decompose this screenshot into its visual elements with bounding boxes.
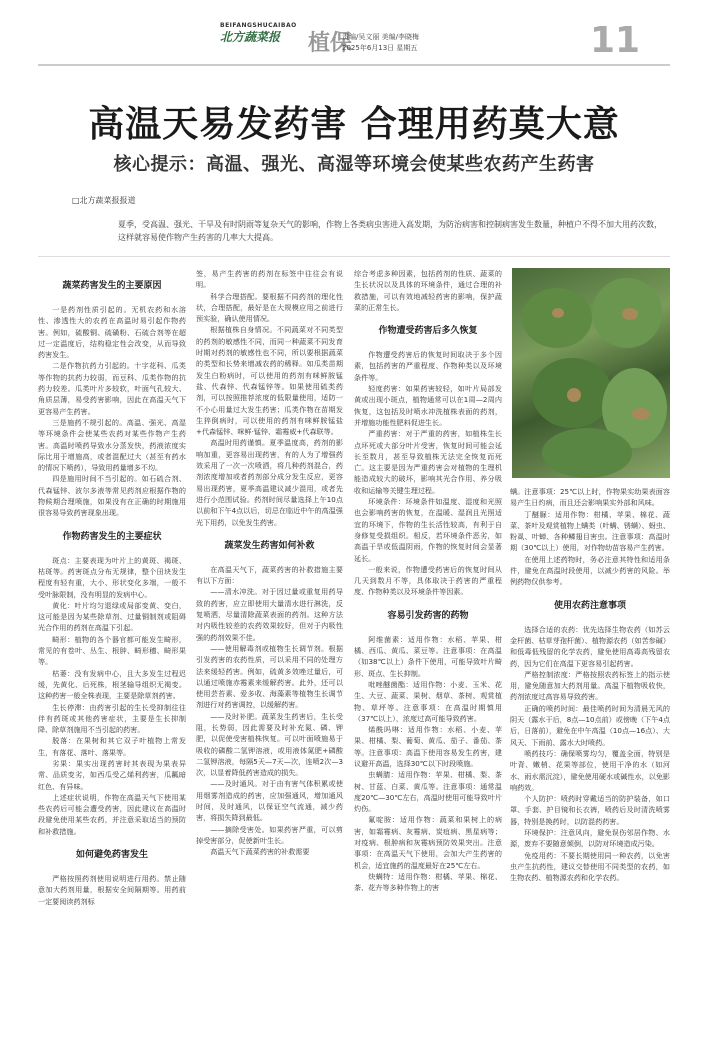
paragraph: 生长停滞：由药害引起的生长受抑制往往伴有药斑或其他药害症状，主要是生长抑制降、除草剂施用不当引起的药害。 <box>38 702 186 735</box>
paragraph: ——及时通风。对于由有害气体积累或使用烟雾剂造成的药害，应加强通风，增加通风时间，及时通风，以保证空气流通，减少药害，将损失降到最低。 <box>196 779 343 823</box>
paragraph: 畸形：植物的各个器官都可能发生畸形，常见的有卷叶、丛生、根肿、畸形穗、畸形果等。 <box>38 634 186 667</box>
paragraph: 喷药技巧：确保喷雾均匀，覆盖全面，特别是叶背、嫩梢、花果等部位，使用干净的水（如河水、雨水需沉淀），避免使用硬水或碱性水，以免影响药效。 <box>510 748 670 792</box>
subheadline: 核心提示：高温、强光、高湿等环境会使某些农药产生药害 <box>113 154 595 175</box>
paragraph: 一是药剂性质引起的。无机农药和水溶性、渗透性大的农药在高温时易引起作物药害。例如，硫酸铜、硫磺粉、石硫合剂等在超过一定温度后，结构稳定性会改变，从而导致药害发生。 <box>38 305 186 360</box>
paragraph: 吡唑醚菌酯：适用作物：小麦、玉米、花生、大豆、蔬菜、果树、烟草、茶树、观赏植物、草坪等。注意事项：在高温时期慎用（37℃以上），浓度过高可能导致药害。 <box>354 679 502 723</box>
paragraph: 三是施药不规引起的。高温、强光、高湿等环境条件会使某些农药对某些作物产生药害。高温时喷药导致水分蒸发快，药液浓度实际比用于增施高，或者混配过大（甚至有药水的情况下喷药），导致用药量增多不均。 <box>38 417 186 473</box>
section-heading: 容易引发药害的药物 <box>387 610 469 621</box>
photo-spot <box>632 408 650 420</box>
lead-divider <box>38 256 670 257</box>
editor-info <box>342 32 419 54</box>
paragraph: 脱落：在果树和其它双子叶植物上常发生，有落花、落叶、落果等。 <box>38 736 186 757</box>
paragraph: 科学合理搭配。要根据不同药剂的理化性状，合理搭配，最好是在大规模应用之前进行预实验，确认使用情况。 <box>196 291 343 324</box>
paragraph: ——使用解毒剂或植物生长调节剂。根据引发药害的农药性质，可以采用不同的处理方法来缓轻药害。例如，硫黄多效唑过量后，可以通过喷施赤霉素来缓解药害。此外，还可以使用芸苔素、爱多收、海藻素等植物生长调节剂进行对药害调控，以缓解药害。 <box>196 643 343 710</box>
page-number: 11 <box>590 20 641 61</box>
paragraph: ——清水冲洗。对于因过量或重复用药导致的药害，应立即使用大量清水进行淋洗，反复喷洒，尽量清除蔬菜表面的药剂。这种方法对内吸性较差的农药效果较好，但对于内吸性强的药剂效果不佳。 <box>196 587 343 642</box>
logo-pinyin: BEIFANGSHUCAIBAO <box>220 22 297 29</box>
article-column-4 <box>510 486 670 1064</box>
paragraph: 严重药害：对于严重的药害，如植株生长点坏死或大部分叶片受害，恢复时间可能会延长至数月，甚至导致植株无法完全恢复而死亡。这主要是因为严重药害会对植物的生理机能造成较大的破坏，影响其光合作用、养分吸收和运输等关键生理过程。 <box>354 429 502 495</box>
date-line: 2025年6月13日 星期五 <box>342 44 418 52</box>
paragraph: ——摘除受害处。如果药害严重，可以剪掉受害部分，促使新叶生长。 <box>196 824 343 845</box>
paragraph: 高温时用药谨慎。夏季温度高，药剂的影响加重，更容易出现药害，有的人为了增强药效采用了一次一次喷洒，将几种药剂混合，药剂浓度增加或者药剂部分成分发生反应，更容易出现药害，夏季高温建议减少混用，或者先进行小范围试验。药剂时间尽量选择上午10点以前和下午4点以后，切忌在临近中午的高温强光下用药，以免发生药害。 <box>196 438 343 527</box>
headline: 高温天易发药害 合理用药莫大意 <box>88 104 620 145</box>
paragraph: 严格按照药剂使用说明进行用药。禁止随意加大药剂用量，根据安全间隔期等。用药前一定要阅读药剂标 <box>38 874 186 906</box>
section-name: 植保 <box>308 31 353 56</box>
photo-leaf <box>522 288 592 348</box>
paragraph: 根据植株自身情况。不同蔬菜对不同类型的药剂的敏感性不同，而同一种蔬菜不同发育时期对药剂的敏感性也不同，所以要根据蔬菜的类型和长势来增减农药的稀释。如瓜类苗期发生白粉病时，可以使用的药剂有咪鲜胺锰盐、代森锌、代森锰锌等。如果使用硫类药剂，可以按照推荐浓度的低限量使用，适防一不小心用量过大发生药害；瓜类作物在苗期发生猝倒病时，可以使用的药剂有咪鲜胺锰盐+代森锰锌、咪鲜·锰锌、霜霉威+代森联等。 <box>196 325 343 437</box>
article-column-3 <box>354 268 502 1064</box>
paragraph: 高温天气下蔬菜药害的补救需要 <box>210 847 310 857</box>
paragraph: 烯酰吗啉：适用作物：水稻、小麦、苹果、柑橘、梨、葡萄、黄瓜、茄子、番茄、茶等。注意事项：高温下使用容易发生药害，建议避开高温，选择30℃以下时段喷施。 <box>354 725 502 768</box>
paragraph: 螨。注意事项：25℃以上时，作物果实幼果表面容易产生日灼病，而且还会影响果实外部和风味。 <box>510 487 670 508</box>
paragraph: 选择合适的农药：优先选择生物农药（如苏云金杆菌、枯草芽孢杆菌）、植物源农药（如苦参碱）和低毒低残留的化学农药，避免使用高毒高残留农药，因为它们在高温下更容易引起药害。 <box>510 624 670 668</box>
masthead-rule <box>38 64 670 66</box>
article-column-1 <box>38 268 186 1064</box>
paragraph: 阿维菌素：适用作物：水稻、苹果、柑橘、西瓜、黄瓜、菜豆等。注意事项：在高温（如38℃以上）条件下使用，可能导致叶片畸形、斑点、生长抑制。 <box>354 634 502 678</box>
photo-spot <box>552 308 564 318</box>
paragraph: 轻度药害：如果药害较轻，如叶片局部发黄或出现小斑点，植物通常可以在1周—2周内恢复，这包括及时喷水冲洗植株表面的药剂，并增施功能性肥料促进生长。 <box>354 384 502 427</box>
lead-paragraph: 夏季，受高温、强光、干旱及有时阴雨等复杂天气的影响，作物上各类病虫害进入高发期，为防治病害和控制病害发生数量，种植户不得不加大用药次数，这样就容易使作物产生药害的几率大大提高。 <box>118 220 662 242</box>
paragraph: 环境条件：环境条件如温度、湿度和光照也会影响药害的恢复，在温暖、湿润且光照适宜的环境下，作物的生长活性较高，有利于自身修复受损组织。相反，若环境条件恶劣，如高温干旱或低温阴雨，作物的恢复时间会显著延长。 <box>354 497 502 563</box>
paragraph: 作物遭受药害后的恢复时间取决于多个因素，包括药害的严重程度、作物种类以及环境条件等。 <box>354 350 502 382</box>
section-heading: 作物遭受药害后多久恢复 <box>378 326 478 337</box>
section-heading: 如何避免药害发生 <box>75 850 148 861</box>
newspaper-logo <box>220 22 310 60</box>
editor-line: 责编/吴文丽 美编/李晓梅 <box>342 33 419 41</box>
section-heading: 蔬菜药害发生的主要原因 <box>62 281 162 291</box>
paragraph: 个人防护：喷药时穿戴适当的防护装备，如口罩、手套、护目镜和长衣裤，喷药后及时清洗喷雾器，特别是换药时，以防混药药害。 <box>510 794 670 826</box>
paragraph: 枯萎：没有发病中心，且大多发生过程迟缓，先黄化、后死株，根茎输导组织无褐变。这种药害一般全株表现，主要是除草剂药害。 <box>38 668 186 701</box>
paragraph: 在使用上述药物时，务必注意其特性和适用条件，避免在高温时段使用，以减少药害的风险。举例药物仅供参考。 <box>510 554 670 587</box>
paragraph: 劣果：果实出现药害时其表现为果表异常、品质变劣，如西瓜受乙烯利药害，瓜瓤暗红色、有异味。 <box>38 758 186 791</box>
paragraph: 环境保护：注意风向，避免误伤邻居作物、水源，废弃不要随意倾倒，以防对环境造成污染。 <box>510 828 670 849</box>
paragraph: 氟啶胺：适用作物：蔬菜和果树上的病害，如霜霉病、灰霉病、炭疽病、黑星病等；对疫病、根肿病和灰霉病预防效果突出。注意事项：在高温天气下使用，会加大产生药害的机会，适宜施药的温度最好在25℃左右。 <box>354 815 502 870</box>
section-heading: 蔬菜发生药害如何补救 <box>224 540 315 551</box>
section-heading: 作物药害发生的主要症状 <box>62 531 162 542</box>
crop-damage-photo <box>512 268 670 478</box>
byline: □北方蔬菜报报道 <box>72 196 136 205</box>
masthead <box>0 0 708 70</box>
paragraph: ——及时补肥。蔬菜发生药害后，生长受阻，长势弱，因此需要及时补充氮、磷、钾肥，以促使受害植株恢复。可以叶面喷施易于吸收的磷酸二氢钾溶液，或用液体氮肥+磷酸二氢钾溶液，每隔5天—7天—次，连喷2次—3次，以显着降低药害造成的损失。 <box>196 711 343 778</box>
paragraph: 正确的喷药时间：最佳喷药时间为清晨无风的阴天（露水干后，8点—10点前）或傍晚（下午4点后，日落前），避免在中午高温（10点—16点）、大风天、下雨前、露水大时喷药。 <box>510 703 670 747</box>
paragraph: 黄化：叶片均匀退绿或局部变黄、变白，这可能是因为某些除草剂、过量铜制剂或阻碍光合作用的药剂在高温下引起。 <box>38 600 186 633</box>
paragraph: 严格控制浓度：严格按照农药标签上的指示使用，避免随意加大药剂用量。高温下植物吸收快，药剂浓度过高容易导致药害。 <box>510 669 670 702</box>
paragraph: 丁醚脲：适用作物：柑橘、苹果、棉花、蔬菜、茶叶及观赏植物上螨类（叶螨、锈螨）、蚜虫、粉虱、叶蝉、各种鳞翅目害虫。注意事项：高温时期（30℃以上）使用，对作物幼苗容易产生药害。 <box>510 509 670 553</box>
paragraph: 四是施用时间不当引起的。如石硫合剂、代森锰锌、波尔多液等常见药剂应根据作物的物候期合理喷施，如果没有在正确的时期施用很容易导致药害现象出现。 <box>38 474 186 518</box>
paragraph: 综合考虑多种因素，包括药剂的性质、蔬菜的生长状况以及具体的环境条件，通过合理的补救措施，可以有效地减轻药害的影响，保护蔬菜的正常生长。 <box>354 269 502 312</box>
logo-text: 北方蔬菜报 <box>220 30 281 44</box>
paragraph: 签，易产生药害的药剂在标签中往往会有说明。 <box>196 269 343 290</box>
paragraph: 一般来说，作物遭受药害后的恢复时间从几天到数月不等，具体取决于药害的严重程度、作物种类以及环境条件等因素。 <box>354 564 502 597</box>
paragraph: 免疫用药：不要长期使用同一种农药，以免害虫产生抗药性，建议交替使用不同类型的农药，如生物农药、植物源农药和化学农药。 <box>510 850 670 883</box>
photo-leaf <box>542 428 632 478</box>
photo-spot <box>567 388 581 402</box>
paragraph: 在高温天气下，蔬菜药害的补救措施主要有以下方面： <box>196 564 343 586</box>
section-heading: 使用农药注意事项 <box>553 600 626 611</box>
article-column-2 <box>196 268 343 1064</box>
paragraph: 二是作物抗药力引起的。十字花科、瓜类等作物的抗药力较弱，而豆科、瓜类作物的抗药力较差。瓜类叶片多较软，叶面气孔较大、角质层薄，易受药害影响，因此在高温天气下更容易产生药害。 <box>38 361 186 416</box>
paragraph: 上述症状说明，作物在高温天气下使用某些农药后可能会遭受药害，因此建议在高温时段避免使用某些农药，并注意采取适当的预防和补救措施。 <box>38 792 186 836</box>
photo-spot <box>622 308 638 320</box>
paragraph: 斑点：主要表现为叶片上的黄斑、褐斑、枯斑等。药害斑点分布无规律，整个田块发生程度有轻有重，大小、形状变化多端，一般不受叶脉限制，没有明显的发病中心。 <box>38 555 186 599</box>
paragraph: 炔螨特：适用作物：柑橘、苹果、棉花、茶、花卉等多种作物上的害 <box>354 871 502 893</box>
paragraph: 虫螨腈：适用作物：苹果、柑橘、梨、茶树、甘蓝、白菜、黄瓜等。注意事项：通常温度20℃—30℃左右，高温时使用可能导致叶片灼伤。 <box>354 770 502 814</box>
